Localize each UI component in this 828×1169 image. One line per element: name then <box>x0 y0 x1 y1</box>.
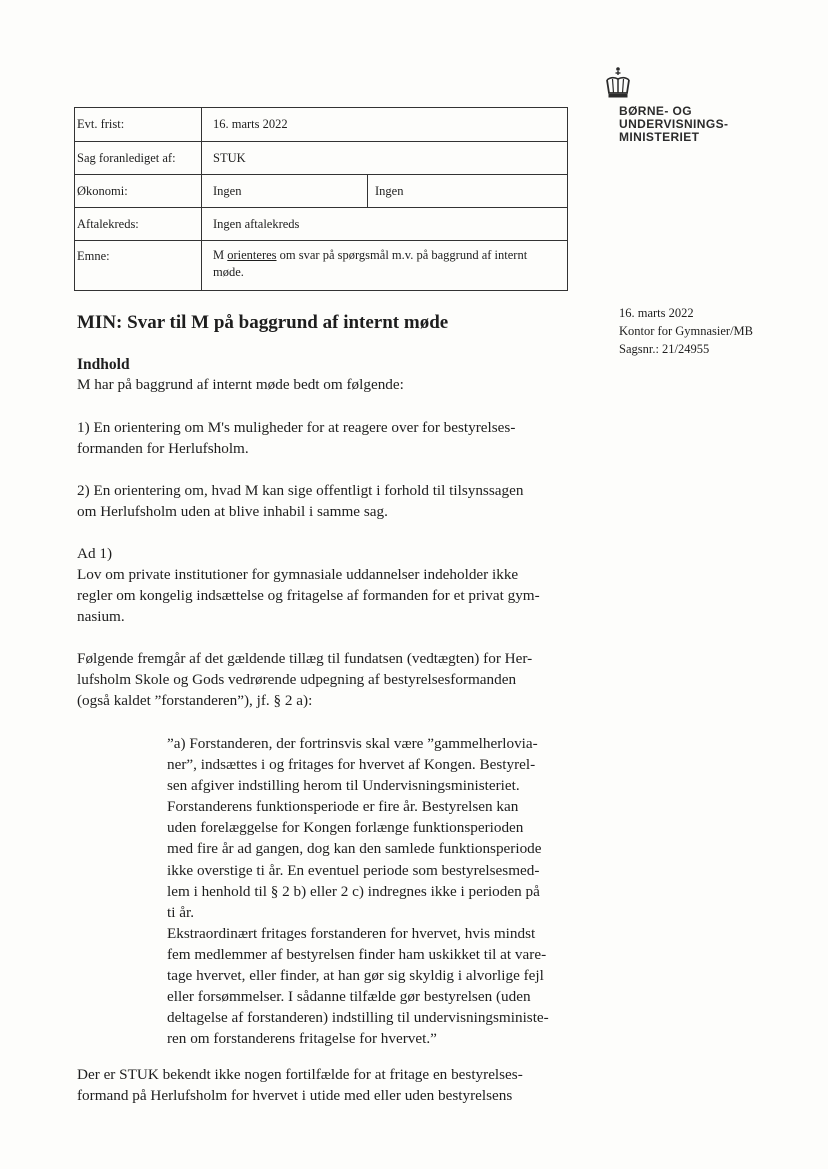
table-label: Økonomi: <box>77 184 128 198</box>
text-line: 1) En orientering om M's muligheder for at reagere over for bestyrelses- <box>77 419 516 436</box>
table-row-initiated-by <box>75 141 567 174</box>
fundats-paragraph <box>77 648 577 711</box>
quote-line: uden forelæggelse for Kongen forlænge funktionsperioden <box>167 819 524 837</box>
case-number: Sagsnr.: 21/24955 <box>619 342 710 356</box>
table-value <box>213 247 563 281</box>
statute-quote <box>167 733 587 1049</box>
table-row-agreement <box>75 207 567 240</box>
text-line: 2) En orientering om, hvad M kan sige offentligt i forhold til tilsynssagen <box>77 482 524 499</box>
quote-line: ”a) Forstanderen, der fortrinsvis skal være ”gammelherlovia- <box>167 735 538 752</box>
text-line: Lov om private institutioner for gymnasiale uddannelser indeholder ikke <box>77 566 519 583</box>
quote-line: sen afgiver indstilling herom til Undervisningsministeriet. <box>167 777 520 795</box>
subject-text-post: om svar på spørgsmål m.v. på baggrund af internt <box>276 248 528 262</box>
table-row-economy <box>75 174 567 207</box>
subject-text-line2: møde. <box>213 265 244 279</box>
table-label: Aftalekreds: <box>77 217 139 231</box>
table-label: Emne: <box>77 249 110 263</box>
document-title: MIN: Svar til M på baggrund af internt møde <box>77 312 449 333</box>
quote-line: ner”, indsættes i og fritages for hvervet af Kongen. Bestyrel- <box>167 756 536 774</box>
table-value-secondary: Ingen <box>375 184 404 198</box>
table-row-deadline <box>75 108 567 141</box>
point-1-paragraph <box>77 417 577 459</box>
logo-line: UNDERVISNINGS- <box>619 117 729 131</box>
quote-line: eller forsømmelser. I sådanne tilfælde gør bestyrelsen (uden <box>167 988 531 1006</box>
ministry-logo-text <box>619 105 728 144</box>
subject-text-underlined: orienteres <box>227 248 277 262</box>
intro-paragraph <box>77 374 577 395</box>
document-date: 16. marts 2022 <box>619 306 694 320</box>
section-heading: Indhold <box>77 356 130 373</box>
text-line: Følgende fremgår af det gældende tillæg til fundatsen (vedtægten) for Her- <box>77 650 533 667</box>
table-label: Evt. frist: <box>77 117 125 131</box>
crown-icon <box>603 66 633 100</box>
point-2-paragraph <box>77 480 577 522</box>
text-line: formanden for Herlufsholm. <box>77 440 249 457</box>
case-metadata-table <box>74 107 568 291</box>
text-line: Der er STUK bekendt ikke nogen fortilfælde for at fritage en bestyrelses- <box>77 1066 523 1083</box>
text-line: Ad 1) <box>77 545 113 562</box>
text-line: om Herlufsholm uden at blive inhabil i samme sag. <box>77 503 388 520</box>
quote-line: Forstanderens funktionsperiode er fire år. Bestyrelsen kan <box>167 798 519 816</box>
office-name: Kontor for Gymnasier/MB <box>619 324 754 338</box>
table-label: Sag foranlediget af: <box>77 151 176 165</box>
table-cell-divider <box>367 175 368 207</box>
quote-line: ren om forstanderens fritagelse for hvervet.” <box>167 1030 437 1048</box>
quote-line: tage hvervet, eller finder, at han gør sig skyldig i alvorlige fejl <box>167 967 544 985</box>
table-value: 16. marts 2022 <box>213 117 288 131</box>
table-row-subject <box>75 240 567 290</box>
closing-paragraph <box>77 1064 577 1106</box>
quote-line: med fire år ad gangen, dog kan den samlede funktionsperiode <box>167 840 542 858</box>
subject-text-pre: M <box>213 248 228 262</box>
quote-line: fem medlemmer af bestyrelsen finder ham uskikket til at vare- <box>167 945 547 963</box>
quote-line: ti år. <box>167 903 194 921</box>
quote-line: lem i henhold til § 2 b) eller 2 c) indregnes ikke i perioden på <box>167 882 540 900</box>
ad1-paragraph <box>77 543 577 627</box>
table-value: STUK <box>213 151 246 165</box>
table-value: Ingen <box>213 184 242 198</box>
quote-line: ikke overstige ti år. En eventuel periode som bestyrelsesmed- <box>167 861 540 879</box>
text-line: M har på baggrund af internt møde bedt om følgende: <box>77 376 404 393</box>
logo-line: MINISTERIET <box>619 130 700 144</box>
text-line: formand på Herlufsholm for hvervet i utide med eller uden bestyrelsens <box>77 1087 513 1104</box>
text-line: regler om kongelig indsættelse og fritagelse af formanden for et privat gym- <box>77 587 540 604</box>
table-value: Ingen aftalekreds <box>213 217 300 231</box>
text-line: nasium. <box>77 608 125 625</box>
quote-line: deltagelse af forstanderen) indstilling til undervisningsministe- <box>167 1009 549 1027</box>
quote-line: Ekstraordinært fritages forstanderen for hvervet, hvis mindst <box>167 924 536 942</box>
logo-line: BØRNE- OG <box>619 104 692 118</box>
text-line: (også kaldet ”forstanderen”), jf. § 2 a): <box>77 692 313 709</box>
text-line: lufsholm Skole og Gods vedrørende udpegning af bestyrelsesformanden <box>77 671 517 688</box>
side-info <box>619 304 753 358</box>
